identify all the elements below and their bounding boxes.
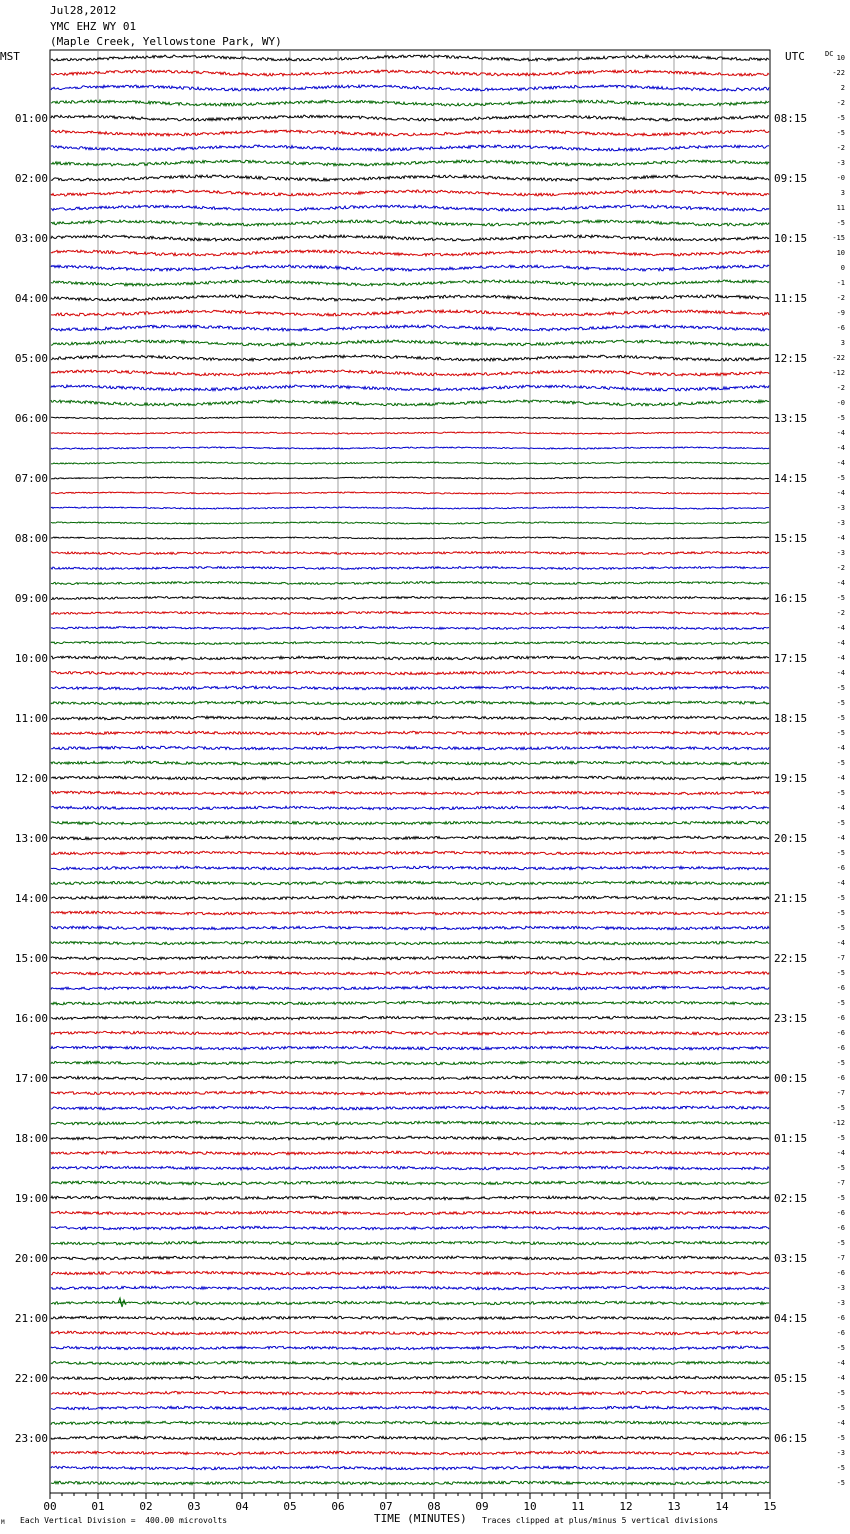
seismic-trace xyxy=(51,941,769,944)
right-hour-label: 10:15 xyxy=(774,232,808,245)
dc-offset-label: -6 xyxy=(836,324,845,332)
dc-offset-label: -4 xyxy=(836,1359,845,1367)
seismic-trace xyxy=(51,1181,769,1185)
dc-offset-label: -5 xyxy=(836,1344,845,1352)
seismic-trace xyxy=(51,340,769,346)
dc-offset-label: -7 xyxy=(836,954,845,962)
dc-offset-label: 11 xyxy=(836,204,845,212)
dc-offset-label: -5 xyxy=(836,1194,845,1202)
seismic-trace xyxy=(51,1391,769,1395)
left-hour-label: 07:00 xyxy=(14,472,48,485)
plot-frame xyxy=(50,50,770,1493)
dc-offset-label: -4 xyxy=(836,1149,845,1157)
seismic-trace xyxy=(51,235,769,241)
dc-offset-label: -4 xyxy=(836,654,845,662)
seismic-trace xyxy=(51,567,769,570)
dc-offset-label: -5 xyxy=(836,789,845,797)
seismic-trace xyxy=(51,1121,769,1125)
dc-offset-label: -4 xyxy=(836,804,845,812)
left-hour-label: 10:00 xyxy=(14,652,48,665)
seismic-trace xyxy=(51,400,769,406)
seismic-trace xyxy=(51,582,769,585)
dc-offset-label: -6 xyxy=(836,1044,845,1052)
seismic-trace xyxy=(51,1466,769,1470)
dc-offset-label: -6 xyxy=(836,1014,845,1022)
dc-offset-label: -4 xyxy=(836,429,845,437)
seismic-trace xyxy=(51,1211,769,1215)
seismic-trace xyxy=(51,1166,769,1170)
seismic-trace xyxy=(51,701,769,705)
seismic-trace xyxy=(51,250,769,256)
dc-offset-label: -5 xyxy=(836,1059,845,1067)
right-hour-label: 06:15 xyxy=(774,1432,808,1445)
dc-offset-label: -4 xyxy=(836,624,845,632)
right-hour-label: 16:15 xyxy=(774,592,808,605)
dc-offset-label: -5 xyxy=(836,1134,845,1142)
x-tick-label: 05 xyxy=(283,1500,297,1513)
dc-offset-label: -7 xyxy=(836,1254,845,1262)
dc-offset-label: -6 xyxy=(836,1074,845,1082)
x-tick-label: 04 xyxy=(235,1500,249,1513)
x-tick-label: 03 xyxy=(187,1500,201,1513)
dc-offset-label: -9 xyxy=(836,309,845,317)
seismic-trace xyxy=(51,175,769,181)
location-label: (Maple Creek, Yellowstone Park, WY) xyxy=(50,35,282,48)
dc-offset-label: 3 xyxy=(840,189,845,197)
seismic-trace xyxy=(51,1226,769,1229)
seismic-trace xyxy=(51,806,769,810)
x-tick-label: 01 xyxy=(91,1500,105,1513)
dc-offset-label: 2 xyxy=(840,84,845,92)
seismic-trace xyxy=(51,70,769,76)
dc-offset-label: -3 xyxy=(836,1299,845,1307)
seismic-trace xyxy=(51,791,769,795)
dc-offset-label: -5 xyxy=(836,1389,845,1397)
right-hour-label: 03:15 xyxy=(774,1252,808,1265)
seismic-trace xyxy=(51,597,769,600)
dc-offset-label: -6 xyxy=(836,1329,845,1337)
x-tick-label: 10 xyxy=(523,1500,537,1513)
dc-offset-label: -7 xyxy=(836,1179,845,1187)
dc-offset-label: -5 xyxy=(836,759,845,767)
dc-offset-label: -3 xyxy=(836,159,845,167)
dc-offset-label: -6 xyxy=(836,1209,845,1217)
dc-offset-label: -4 xyxy=(836,669,845,677)
seismic-trace xyxy=(51,160,769,166)
left-hour-label: 16:00 xyxy=(14,1012,48,1025)
seismic-trace xyxy=(51,926,769,930)
seismic-trace xyxy=(51,220,769,226)
seismic-trace xyxy=(51,1136,769,1140)
x-tick-label: 07 xyxy=(379,1500,393,1513)
seismic-trace xyxy=(51,145,769,151)
seismic-trace xyxy=(51,716,769,720)
seismic-trace xyxy=(51,85,769,91)
seismic-trace xyxy=(51,1481,769,1484)
seismic-trace xyxy=(51,1001,769,1005)
left-hour-label: 04:00 xyxy=(14,292,48,305)
seismic-trace xyxy=(51,776,769,780)
dc-offset-label: -5 xyxy=(836,999,845,1007)
left-hour-label: 05:00 xyxy=(14,352,48,365)
seismic-trace xyxy=(51,310,769,316)
seismic-trace xyxy=(51,1046,769,1050)
seismic-trace xyxy=(51,1286,769,1290)
dc-offset-label: -3 xyxy=(836,549,845,557)
seismic-trace xyxy=(51,1316,769,1320)
right-hour-label: 19:15 xyxy=(774,772,808,785)
x-tick-label: 02 xyxy=(139,1500,153,1513)
right-hour-label: 00:15 xyxy=(774,1072,808,1085)
dc-offset-label: -4 xyxy=(836,459,845,467)
right-hour-label: 20:15 xyxy=(774,832,808,845)
right-hour-label: 11:15 xyxy=(774,292,808,305)
dc-offset-label: -2 xyxy=(836,144,845,152)
dc-offset-label: -4 xyxy=(836,489,845,497)
seismic-trace xyxy=(51,1331,769,1335)
seismic-trace xyxy=(51,761,769,765)
dc-offset-label: -5 xyxy=(836,894,845,902)
left-hour-label: 08:00 xyxy=(14,532,48,545)
left-hour-label: 02:00 xyxy=(14,172,48,185)
left-hour-label: 01:00 xyxy=(14,112,48,125)
dc-offset-label: -22 xyxy=(832,69,845,77)
seismic-trace xyxy=(51,1421,769,1425)
right-hour-label: 23:15 xyxy=(774,1012,808,1025)
dc-offset-label: -4 xyxy=(836,939,845,947)
right-hour-label: 02:15 xyxy=(774,1192,808,1205)
seismic-trace xyxy=(51,1346,769,1349)
left-hour-label: 03:00 xyxy=(14,232,48,245)
dc-label: DC xyxy=(825,50,834,58)
right-hour-label: 21:15 xyxy=(774,892,808,905)
seismic-trace xyxy=(51,627,769,630)
seismic-trace xyxy=(51,100,769,106)
seismic-trace xyxy=(51,295,769,301)
dc-offset-label: 3 xyxy=(840,339,845,347)
dc-offset-label: -0 xyxy=(836,399,845,407)
dc-offset-label: -5 xyxy=(836,114,845,122)
seismic-trace xyxy=(51,325,769,331)
left-hour-label: 13:00 xyxy=(14,832,48,845)
x-axis-title: TIME (MINUTES) xyxy=(374,1512,467,1525)
dc-offset-label: -5 xyxy=(836,594,845,602)
dc-offset-label: -5 xyxy=(836,909,845,917)
dc-offset-label: -4 xyxy=(836,774,845,782)
dc-offset-label: -6 xyxy=(836,1269,845,1277)
seismic-trace xyxy=(51,190,769,196)
right-hour-label: 12:15 xyxy=(774,352,808,365)
seismic-trace xyxy=(51,896,769,900)
right-hour-label: 08:15 xyxy=(774,112,808,125)
seismic-trace xyxy=(51,1361,769,1365)
dc-offset-label: -4 xyxy=(836,639,845,647)
dc-offset-label: -12 xyxy=(832,1119,845,1127)
seismic-trace xyxy=(51,280,769,286)
seismic-trace xyxy=(51,851,769,855)
dc-offset-label: 0 xyxy=(840,264,845,272)
left-hour-label: 17:00 xyxy=(14,1072,48,1085)
dc-offset-label: -5 xyxy=(836,699,845,707)
scale-note: Each Vertical Division = 400.00 microvolts xyxy=(20,1516,228,1525)
seismic-trace xyxy=(51,971,769,975)
dc-offset-label: -15 xyxy=(832,234,845,242)
left-hour-label: 15:00 xyxy=(14,952,48,965)
dc-offset-label: -5 xyxy=(836,1464,845,1472)
x-tick-label: 08 xyxy=(427,1500,441,1513)
x-tick-label: 14 xyxy=(715,1500,729,1513)
left-hour-label: 06:00 xyxy=(14,412,48,425)
dc-offset-label: -1 xyxy=(836,279,845,287)
seismic-trace xyxy=(51,507,769,509)
dc-offset-label: -5 xyxy=(836,924,845,932)
left-hour-label: 19:00 xyxy=(14,1192,48,1205)
seismic-traces xyxy=(51,55,769,1485)
seismic-trace xyxy=(51,417,769,419)
dc-offset-label: -5 xyxy=(836,219,845,227)
date-label: Jul28,2012 xyxy=(50,4,117,17)
left-hour-label: 11:00 xyxy=(14,712,48,725)
dc-offset-label: -5 xyxy=(836,729,845,737)
dc-offset-label: -5 xyxy=(836,684,845,692)
dc-offset-label: -6 xyxy=(836,1224,845,1232)
right-hour-label: 22:15 xyxy=(774,952,808,965)
seismic-trace xyxy=(51,1301,769,1305)
dc-offset-label: -5 xyxy=(836,1479,845,1487)
seismic-trace xyxy=(51,537,769,539)
dc-offset-label: -2 xyxy=(836,294,845,302)
left-hour-label: 18:00 xyxy=(14,1132,48,1145)
dc-offset-label: -5 xyxy=(836,1164,845,1172)
seismic-trace xyxy=(51,1106,769,1110)
seismic-trace xyxy=(51,911,769,915)
seismic-trace xyxy=(51,1241,769,1244)
dc-offset-label: -5 xyxy=(836,1239,845,1247)
seismic-trace xyxy=(51,522,769,524)
seismic-trace xyxy=(51,1376,769,1379)
dc-offset-label: -4 xyxy=(836,1419,845,1427)
left-timezone-label: MST xyxy=(0,50,20,63)
x-tick-label: 15 xyxy=(763,1500,777,1513)
dc-offset-label: -3 xyxy=(836,519,845,527)
dc-offset-label: -6 xyxy=(836,1314,845,1322)
dc-offset-label: -4 xyxy=(836,579,845,587)
seismic-trace xyxy=(51,385,769,391)
seismic-trace xyxy=(51,115,769,121)
dc-offset-label: -6 xyxy=(836,984,845,992)
seismic-trace xyxy=(51,265,769,271)
seismic-trace xyxy=(51,1451,769,1455)
left-hour-label: 23:00 xyxy=(14,1432,48,1445)
seismic-trace xyxy=(51,1406,769,1410)
seismic-trace xyxy=(51,130,769,136)
right-hour-label: 17:15 xyxy=(774,652,808,665)
dc-offset-label: -3 xyxy=(836,1284,845,1292)
seismic-trace xyxy=(51,552,769,555)
x-tick-label: 12 xyxy=(619,1500,633,1513)
seismic-trace xyxy=(51,432,769,434)
dc-offset-label: -7 xyxy=(836,1089,845,1097)
seismic-trace xyxy=(51,1151,769,1155)
seismic-trace xyxy=(51,1436,769,1440)
right-hour-label: 09:15 xyxy=(774,172,808,185)
seismic-trace xyxy=(51,866,769,870)
dc-offset-label: -4 xyxy=(836,534,845,542)
left-hour-label: 09:00 xyxy=(14,592,48,605)
seismic-trace xyxy=(51,731,769,735)
dc-offset-label: -2 xyxy=(836,609,845,617)
dc-offset-label: -4 xyxy=(836,834,845,842)
dc-offset-label: -22 xyxy=(832,354,845,362)
dc-offset-label: -2 xyxy=(836,564,845,572)
seismic-trace xyxy=(51,986,769,990)
dc-offset-label: -4 xyxy=(836,1374,845,1382)
dc-offset-label: 10 xyxy=(836,54,845,62)
seismic-trace xyxy=(51,1061,769,1064)
seismic-trace xyxy=(51,492,769,494)
right-hour-label: 05:15 xyxy=(774,1372,808,1385)
seismic-trace xyxy=(51,1031,769,1035)
right-hour-label: 13:15 xyxy=(774,412,808,425)
x-tick-label: 00 xyxy=(43,1500,57,1513)
dc-offset-label: -6 xyxy=(836,864,845,872)
seismic-trace xyxy=(51,612,769,615)
left-hour-label: 12:00 xyxy=(14,772,48,785)
dc-offset-label: -4 xyxy=(836,879,845,887)
seismic-trace xyxy=(51,642,769,645)
minute-grid xyxy=(50,50,770,1499)
seismic-trace xyxy=(51,355,769,361)
dc-offset-label: -5 xyxy=(836,474,845,482)
dc-offset-label: -5 xyxy=(836,1104,845,1112)
dc-offset-label: -4 xyxy=(836,744,845,752)
x-tick-label: 09 xyxy=(475,1500,489,1513)
seismic-trace xyxy=(51,836,769,839)
dc-offset-label: -5 xyxy=(836,1434,845,1442)
clip-note: Traces clipped at plus/minus 5 vertical divisions xyxy=(482,1516,719,1525)
seismic-trace xyxy=(51,671,769,675)
right-hour-label: 01:15 xyxy=(774,1132,808,1145)
corner-mark: M xyxy=(1,1519,5,1526)
dc-offset-label: -6 xyxy=(836,1029,845,1037)
seismic-trace xyxy=(51,205,769,211)
dc-offset-label: -0 xyxy=(836,174,845,182)
seismic-trace xyxy=(51,1271,769,1274)
dc-offset-label: -12 xyxy=(832,369,845,377)
left-hour-label: 22:00 xyxy=(14,1372,48,1385)
right-timezone-label: UTC xyxy=(785,50,805,63)
dc-offset-label: -5 xyxy=(836,1404,845,1412)
x-tick-label: 11 xyxy=(571,1500,585,1513)
dc-offset-label: -5 xyxy=(836,969,845,977)
station-label: YMC EHZ WY 01 xyxy=(50,20,137,33)
right-hour-label: 15:15 xyxy=(774,532,808,545)
dc-offset-label: -5 xyxy=(836,414,845,422)
seismic-trace xyxy=(51,746,769,750)
dc-offset-label: -4 xyxy=(836,444,845,452)
seismic-trace xyxy=(51,55,769,61)
dc-offset-label: -3 xyxy=(836,1449,845,1457)
dc-offset-label: -5 xyxy=(836,849,845,857)
dc-offset-label: -2 xyxy=(836,384,845,392)
seismic-trace xyxy=(51,1196,769,1200)
dc-offset-label: -5 xyxy=(836,129,845,137)
right-hour-label: 14:15 xyxy=(774,472,808,485)
dc-offset-label: -3 xyxy=(836,504,845,512)
seismic-trace xyxy=(51,1016,769,1020)
seismic-trace xyxy=(51,1076,769,1080)
seismic-trace xyxy=(51,881,769,885)
seismic-trace xyxy=(51,370,769,376)
x-tick-label: 13 xyxy=(667,1500,681,1513)
dc-offset-label: 10 xyxy=(836,249,845,257)
seismic-trace xyxy=(51,462,769,464)
seismic-trace xyxy=(51,956,769,960)
x-tick-label: 06 xyxy=(331,1500,345,1513)
seismic-trace xyxy=(51,656,769,660)
left-hour-label: 20:00 xyxy=(14,1252,48,1265)
dc-offset-label: -2 xyxy=(836,99,845,107)
dc-offset-label: -5 xyxy=(836,819,845,827)
seismic-trace xyxy=(51,1256,769,1260)
right-hour-label: 04:15 xyxy=(774,1312,808,1325)
right-hour-label: 18:15 xyxy=(774,712,808,725)
seismic-trace xyxy=(51,447,769,449)
dc-offset-label: -5 xyxy=(836,714,845,722)
left-hour-label: 21:00 xyxy=(14,1312,48,1325)
seismic-trace xyxy=(51,821,769,824)
left-hour-label: 14:00 xyxy=(14,892,48,905)
seismic-trace xyxy=(51,477,769,479)
seismic-trace xyxy=(51,686,769,690)
seismic-trace xyxy=(51,1091,769,1095)
